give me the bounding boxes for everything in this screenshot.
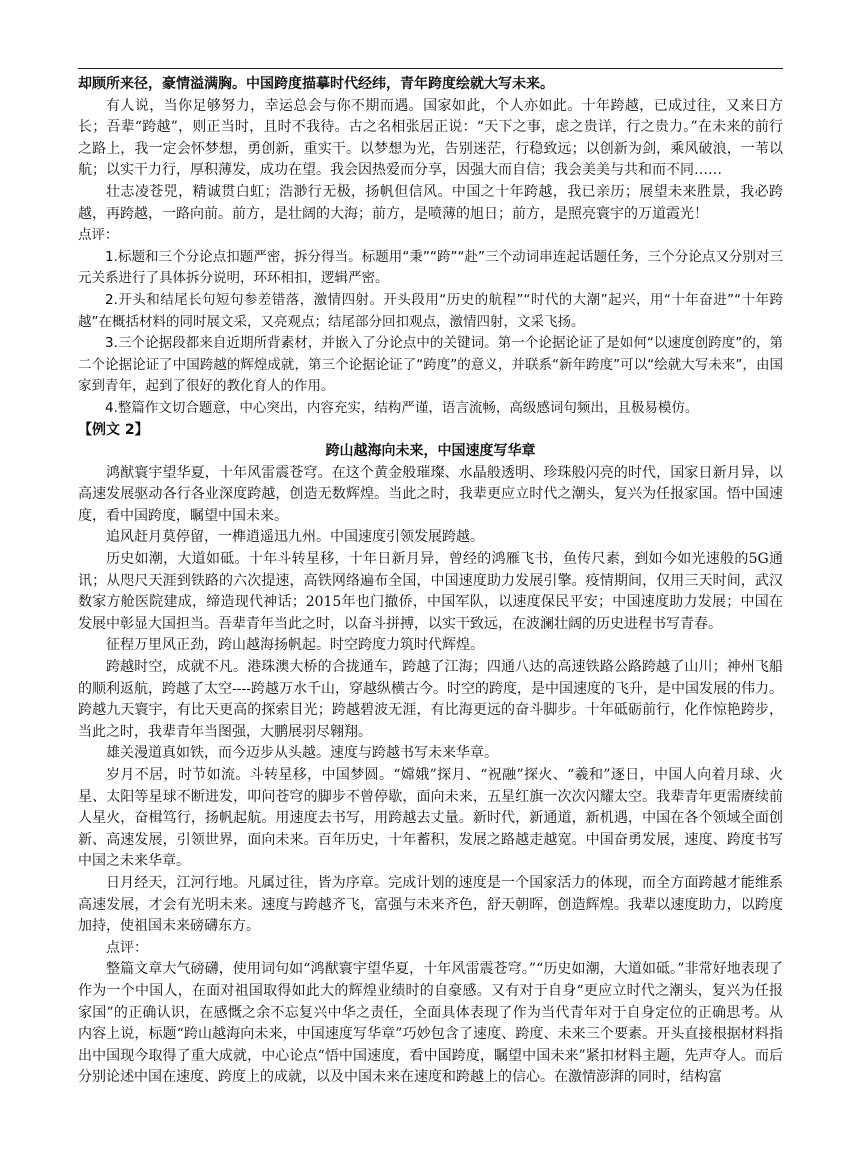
example2-paragraph: 日月经天，江河行地。凡属过往，皆为序章。完成计划的速度是一个国家活力的体现，而全方面跨越才能维系高速发展，才会有光明未来。速度与跨越齐飞，富强与未来齐色，舒天朝晖，创造辉煌。我辈以速度助力，以跨度加持，使祖国未来磅礴东方。 — [78, 874, 783, 935]
example2-paragraph: 鸿猷寰宇望华夏，十年风雷震苍穹。在这个黄金般璀璨、水晶般透明、珍珠般闪亮的时代，国家日新月异，以高速发展驱动各行各业深度跨越，创造无数辉煌。当此之时，我辈更应立时代之潮头，复兴为任报家国。悟中国速度，看中国跨度，瞩望中国未来。 — [78, 464, 783, 524]
example1-comment-label: 点评： — [78, 227, 119, 244]
example1-comment-3: 3.三个论据段都来自近期所背素材，并嵌入了分论点中的关键词。第一个论据论证了是如何“以速度创跨度”的，第二个论据论证了中国跨越的辉煌成就，第三个论据论证了“跨度”的意义，并联系“新年跨度”可以“绘就大写未来”，由国家到青年，起到了很好的教化育人的作用。 — [78, 335, 783, 395]
example1-comment-1: 1.标题和三个分论点扣题严密，拆分得当。标题用“秉”“跨”“赴”三个动词串连起话题任务，三个分论点又分别对三元关系进行了具体拆分说明，环环相扣，逻辑严密。 — [78, 248, 783, 287]
example2-paragraph: 跨越时空，成就不凡。港珠澳大桥的合拢通车，跨越了江海；四通八达的高速铁路公路跨越了山川；神州飞船的顺利返航，跨越了太空----跨越万水千山，穿越纵横古今。时空的跨度，是中国速度的飞升，是中国发展的伟力。跨越九天寰宇，有比天更高的探索目光；跨越碧波无涯，有比海更远的奋斗脚步。十年砥砺前行，化作惊艳跨步，当此之时，我辈青年当图强，大鹏展羽尽翱翔。 — [78, 659, 783, 740]
document-body — [78, 74, 783, 1089]
example2-paragraph: 征程万里风正劲，跨山越海扬帆起。时空跨度力筑时代辉煌。 — [106, 637, 484, 654]
header-rule — [78, 68, 783, 69]
example1-paragraph-1: 有人说，当你足够努力，幸运总会与你不期而遇。国家如此，个人亦如此。十年跨越，已成过往，又来日方长；吾辈“跨越”，则正当时，且时不我待。古之名相张居正说：“天下之事，虑之贵详，行之贵力。”在未来的前行之路上，我一定会怀梦想，勇创新，重实干。以梦想为光，告别迷茫，行稳致远；以创新为剑，乘风破浪，一苇以航；以实干力行，厚积薄发，成功在望。我会因热爱而分享，因强大而自信；我会美美与共和而不同…… — [78, 97, 783, 179]
example2-comment: 整篇文章大气磅礴，使用词句如“鸿猷寰宇望华夏，十年风雷震苍穹。”“历史如潮，大道如砥。”非常好地表现了作为一个中国人，在面对祖国取得如此大的辉煌业绩时的自豪感。又有对于自身“更应立时代之潮头，复兴为任报家国”的正确认识，在感慨之余不忘复兴中华之责任，全面具体表现了作为当代青年对于自身定位的正确思考。从内容上说，标题“跨山越海向未来，中国速度写华章”巧妙包含了速度、跨度、未来三个要素。开头直接根据材料指出中国现今取得了重大成就，中心论点“悟中国速度，看中国跨度，瞩望中国未来”紧扣材料主题，先声夺人。而后分别论述中国在速度、跨度上的成就，以及中国未来在速度和跨越上的信心。在激情澎湃的同时，结构富 — [78, 961, 783, 1086]
example2-label: 【例文 2】 — [78, 421, 149, 438]
example1-closing-headline: 却顾所来径，豪情溢满胸。中国跨度描摹时代经纬，青年跨度绘就大写未来。 — [78, 76, 554, 92]
example2-paragraph: 雄关漫道真如铁，而今迈步从头越。速度与跨越书写未来华章。 — [106, 745, 498, 762]
example2-paragraph: 历史如潮，大道如砥。十年斗转星移，十年日新月异，曾经的鸿雁飞书，鱼传尺素，到如今如光速般的5G通讯；从咫尺天涯到铁路的六次提速，高铁网络遍布全国，中国速度助力发展引擎。疫情期间，仅用三天时间，武汉数家方舱医院建成，缔造现代神话；2015年也门撤侨，中国军队，以速度保民平安；中国速度助力发展；中国在发展中彰显大国担当。吾辈青年当此之时，以奋斗拼搏，以实干致远，在波澜壮阔的历史进程书写青春。 — [78, 551, 783, 632]
example2-title: 跨山越海向未来，中国速度写华章 — [325, 443, 536, 460]
example2-comment-label: 点评： — [106, 939, 148, 956]
example2-paragraph: 岁月不居，时节如流。斗转星移，中国梦圆。“嫦娥”探月、“祝融”探火、“羲和”逐日，中国人向着月球、火星、太阳等星球不断进发，叩问苍穹的脚步不曾停歇，面向未来，五星红旗一次次闪耀太空。我辈青年更需赓续前人星火，奋楫笃行，扬帆起航。用速度去书写，用跨越去丈量。新时代，新通道，新机遇，中国在各个领域全面创新、高速发展，引领世界，面向未来。百年历史，十年蓄积，发展之路越走越宽。中国奋勇发展，速度、跨度书写中国之未来华章。 — [78, 767, 783, 870]
example1-paragraph-2: 壮志凌苍兕，精诚贯白虹；浩渺行无极，扬帆但信风。中国之十年跨越，我已亲历；展望未来胜景，我必跨越，再跨越，一路向前。前方，是壮阔的大海；前方，是喷薄的旭日；前方，是照亮寰宇的万道霞光！ — [78, 183, 783, 222]
example1-comment-4: 4.整篇作文切合题意，中心突出，内容充实，结构严谨，语言流畅，高级感词句频出，且极易模仿。 — [105, 399, 699, 416]
example1-comment-2: 2.开头和结尾长句短句参差错落，激情四射。开头段用“历史的航程”“时代的大潮”起兴，用“十年奋进”“十年跨越”在概括材料的同时展文采，又亮观点；结尾部分回扣观点，激情四射，文采飞扬。 — [78, 291, 783, 330]
example2-paragraph: 追风赶月莫停留，一榫逍遥迅九州。中国速度引领发展跨越。 — [106, 529, 484, 546]
